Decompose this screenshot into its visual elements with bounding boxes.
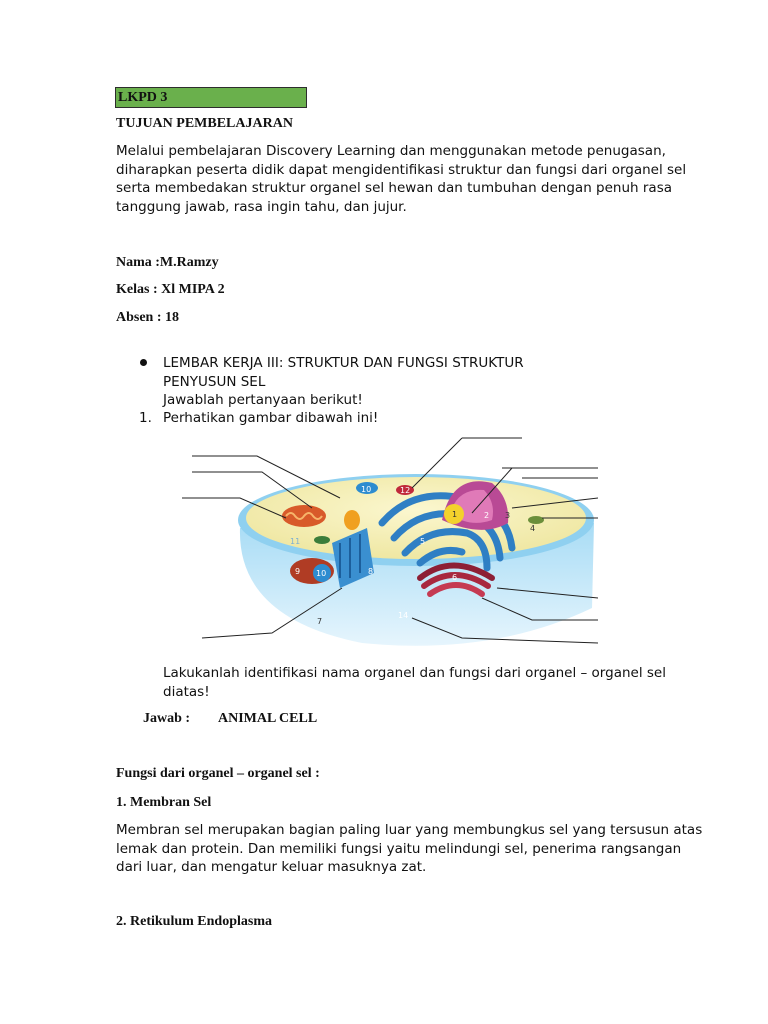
label-3: 3 [505,511,511,520]
lkpd-badge: LKPD 3 [115,87,307,108]
question-number: 1. [139,410,152,426]
label-14: 14 [398,611,409,620]
label-12: 12 [400,486,411,495]
item2-title: 2. Retikulum Endoplasma [116,914,272,929]
worksheet-heading-line: PENYUSUN SEL [163,373,266,390]
task-text [163,664,666,701]
worksheet-heading [163,354,524,410]
student-class: Kelas : Xl MIPA 2 [116,282,225,297]
item1-title: 1. Membran Sel [116,795,212,810]
item1-line: dari luar, dan mengatur keluar masuknya zat. [116,859,427,875]
item1-line: Membran sel merupakan bagian paling luar yang membungkus sel yang tersusun atas [116,822,703,838]
label-6: 6 [452,573,458,582]
task-line: Lakukanlah identifikasi nama organel dan fungsi dari organel – organel sel [163,665,666,681]
label-4: 4 [530,524,536,533]
label-8: 8 [368,567,374,576]
animal-cell-diagram [162,428,598,656]
label-10: 10 [361,485,372,494]
label-2: 2 [484,511,490,520]
label-11: 11 [290,537,301,546]
task-line: diatas! [163,683,210,700]
bullet-dot-icon [140,359,147,366]
label-1: 1 [452,510,458,519]
answer-value: ANIMAL CELL [218,711,318,726]
item1-line: lemak dan protein. Dan memiliki fungsi yaitu melindungi sel, penerima rangsangan [116,840,682,857]
answer-label: Jawab : [143,711,191,726]
student-absen: Absen : 18 [116,310,180,325]
vacuole [314,536,330,544]
instruction: Jawablah pertanyaan berikut! [163,392,363,408]
item1-text [116,821,702,877]
label-10b: 10 [316,569,327,578]
intro-line: tanggung jawab, rasa ingin tahu, dan jujur. [116,198,407,215]
intro-line: Melalui pembelajaran Discovery Learning dan menggunakan metode penugasan, [116,143,666,159]
student-name: Nama :M.Ramzy [116,255,219,270]
label-9: 9 [295,567,301,576]
section-title: TUJUAN PEMBELAJARAN [116,116,293,131]
intro-line: diharapkan peserta didik dapat mengidentifikasi struktur dan fungsi dari organel sel [116,161,687,178]
vacuole-right [528,516,544,524]
worksheet-heading-line: LEMBAR KERJA III: STRUKTUR DAN FUNGSI STRUKTUR [163,355,524,371]
functions-heading: Fungsi dari organel – organel sel : [116,766,320,781]
label-7: 7 [317,617,323,626]
intro-paragraph [116,142,686,216]
question-text: Perhatikan gambar dibawah ini! [163,410,379,426]
vesicle-yellow [344,510,360,530]
intro-line: serta membedakan struktur organel sel hewan dan tumbuhan dengan penuh rasa [116,180,673,196]
label-5: 5 [420,537,426,546]
